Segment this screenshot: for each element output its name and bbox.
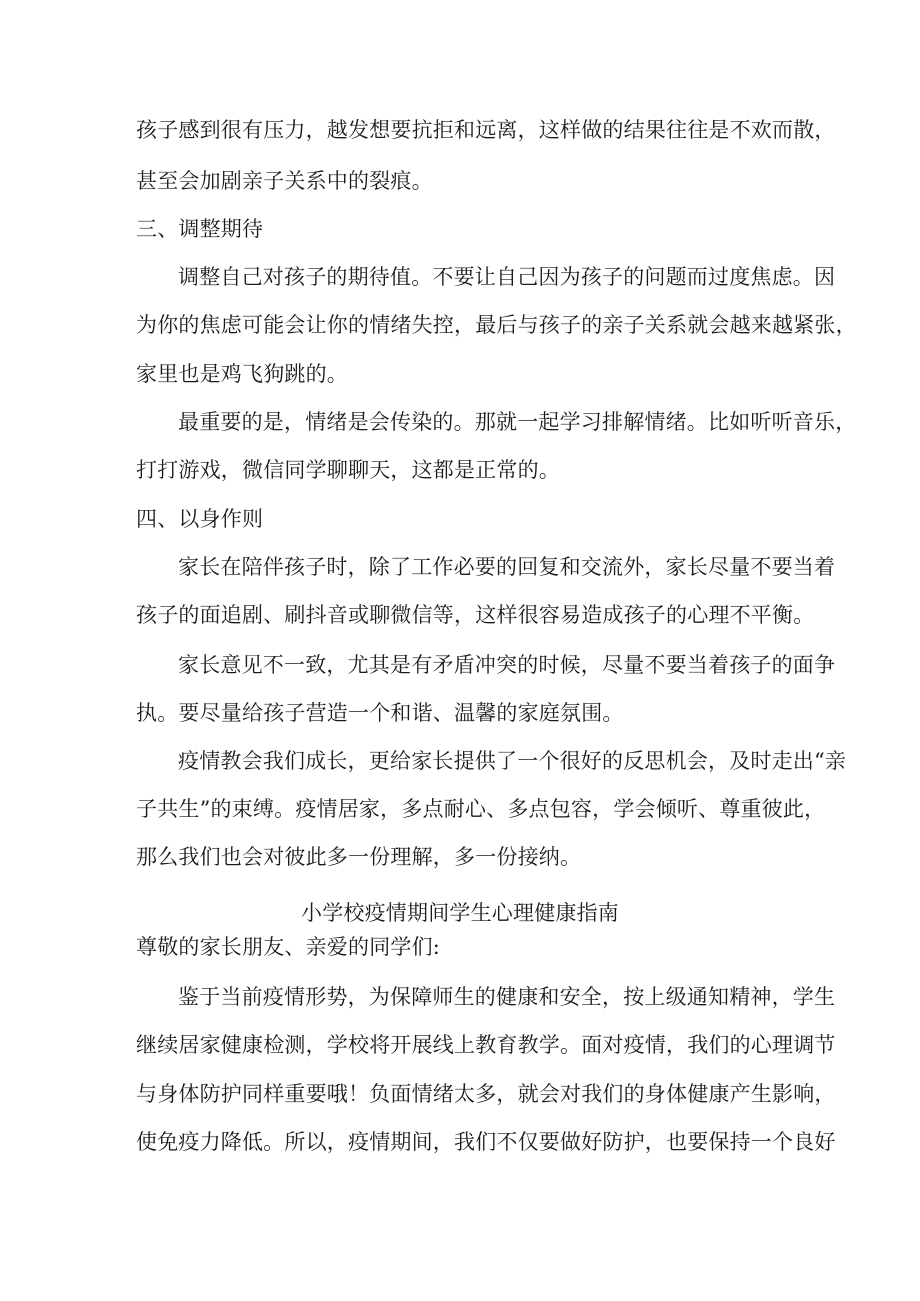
paragraph-line: 为你的焦虑可能会让你的情绪失控，最后与孩子的亲子关系就会越来越紧张，	[136, 313, 857, 337]
paragraph-line: 打打游戏，微信同学聊聊天，这都是正常的。	[136, 458, 560, 482]
paragraph-line: 调整自己对孩子的期待值。不要让自己因为孩子的问题而过度焦虑。因	[178, 265, 836, 289]
salutation: 尊敬的家长朋友、亲爱的同学们:	[136, 935, 441, 959]
paragraph-line: 孩子的面追剧、刷抖音或聊微信等，这样很容易造成孩子的心理不平衡。	[136, 603, 815, 627]
section-heading: 三、调整期待	[136, 217, 264, 241]
section-heading: 四、以身作则	[136, 507, 264, 531]
paragraph-line: 甚至会加剧亲子关系中的裂痕。	[136, 169, 433, 193]
paragraph-line: 最重要的是，情绪是会传染的。那就一起学习排解情绪。比如听听音乐，	[178, 410, 857, 434]
paragraph-line: 子共生”的束缚。疫情居家，多点耐心、多点包容，学会倾听、尊重彼此，	[136, 797, 826, 821]
paragraph-line: 使免疫力降低。所以，疫情期间，我们不仅要做好防护，也要保持一个良好	[136, 1130, 836, 1154]
document-title: 小学校疫情期间学生心理健康指南	[301, 901, 619, 925]
paragraph-line: 家里也是鸡飞狗跳的。	[136, 362, 348, 386]
paragraph-line: 家长在陪伴孩子时，除了工作必要的回复和交流外，家长尽量不要当着	[178, 555, 836, 579]
paragraph-line: 家长意见不一致，尤其是有矛盾冲突的时候，尽量不要当着孩子的面争	[178, 653, 836, 677]
paragraph-line: 执。要尽量给孩子营造一个和谐、温馨的家庭氛围。	[136, 701, 624, 725]
paragraph-line: 孩子感到很有压力，越发想要抗拒和远离，这样做的结果往往是不欢而散，	[136, 118, 836, 142]
paragraph-line: 那么我们也会对彼此多一份理解，多一份接纳。	[136, 845, 582, 869]
paragraph-line: 疫情教会我们成长，更给家长提供了一个很好的反思机会，及时走出“亲	[178, 749, 847, 773]
paragraph-line: 继续居家健康检测，学校将开展线上教育教学。面对疫情，我们的心理调节	[136, 1033, 836, 1057]
paragraph-line: 与身体防护同样重要哦！负面情绪太多，就会对我们的身体健康产生影响，	[136, 1082, 836, 1106]
paragraph-line: 鉴于当前疫情形势，为保障师生的健康和安全，按上级通知精神，学生	[178, 985, 836, 1009]
